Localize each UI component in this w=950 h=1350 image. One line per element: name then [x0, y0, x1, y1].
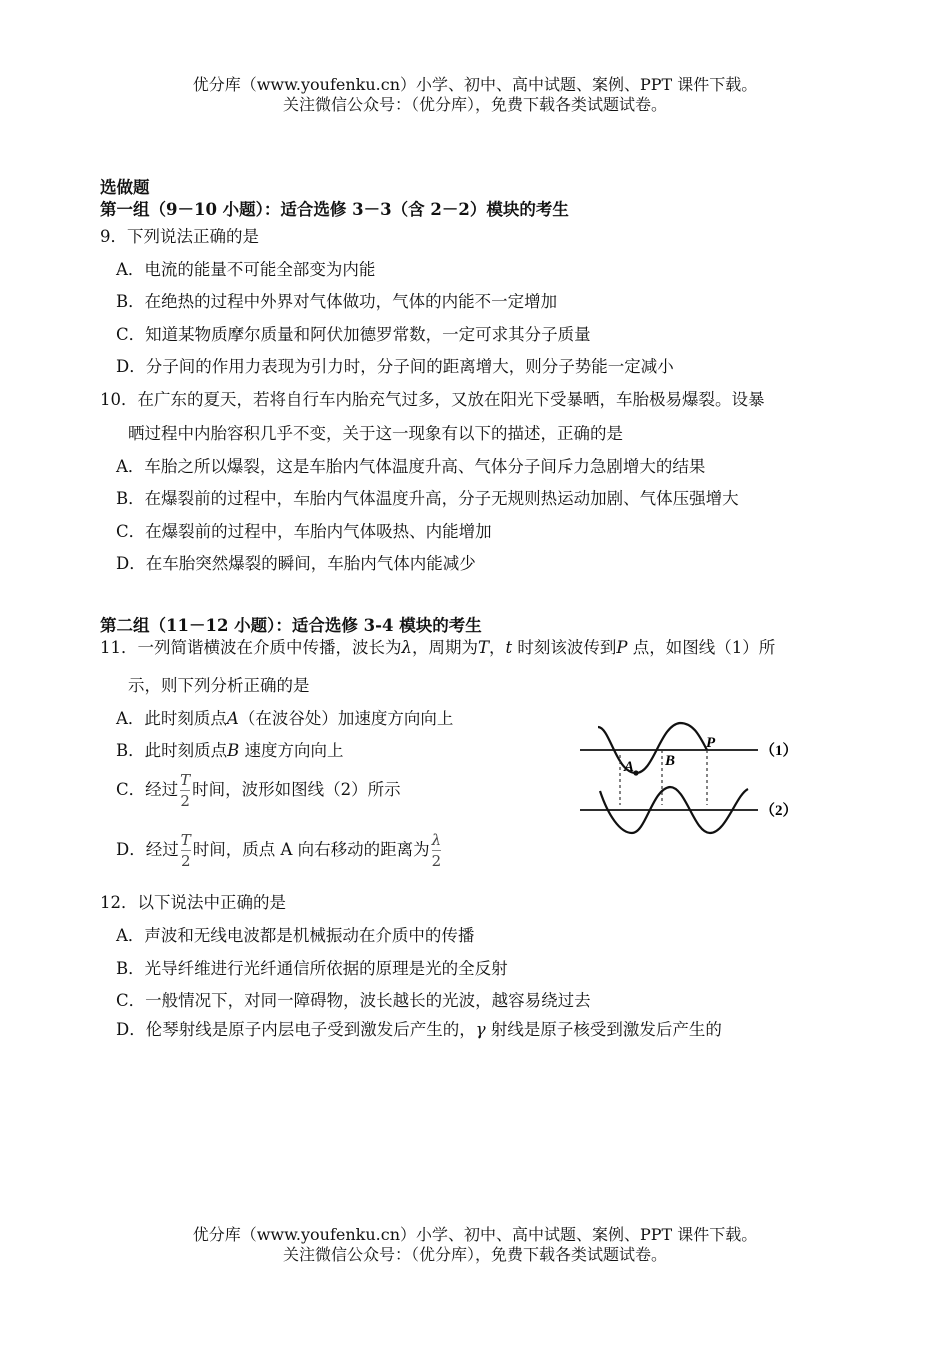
- q10-stem-line-1: 10．在广东的夏天，若将自行车内胎充气过多，又放在阳光下受暴晒，车胎极易爆裂。设暴: [100, 390, 765, 409]
- q10-option-a: A．车胎之所以爆裂，这是车胎内气体温度升高、气体分子间斥力急剧增大的结果: [116, 457, 706, 476]
- q12-option-d: D．伦琴射线是原子内层电子受到激发后产生的，γ 射线是原子核受到激发后产生的: [116, 1020, 722, 1039]
- q11-option-b: B．此时刻质点B 速度方向向上: [116, 741, 344, 760]
- q10-option-d: D．在车胎突然爆裂的瞬间，车胎内气体内能减少: [116, 554, 476, 573]
- point-a-dot: [633, 770, 638, 775]
- header-line-2: 关注微信公众号：（优分库），免费下载各类试题试卷。: [282, 95, 667, 114]
- header-line-1: 优分库（www.youfenku.cn）小学、初中、高中试题、案例、PPT 课件下载。: [192, 75, 758, 94]
- fraction-t-over-2: $\frac{T}{2}$: [180, 771, 191, 810]
- q9-option-c: C．知道某物质摩尔质量和阿伏加德罗常数，一定可求其分子质量: [116, 325, 591, 344]
- q11-stem-line-1: 11．一列简谐横波在介质中传播，波长为λ，周期为T，t 时刻该波传到P 点，如图线（1）所: [100, 638, 776, 657]
- q12-stem: 12．以下说法中正确的是: [100, 893, 286, 912]
- q11-option-a: A．此时刻质点A（在波谷处）加速度方向向上: [116, 709, 454, 728]
- label-b: B: [665, 753, 676, 769]
- footer-line-1: 优分库（www.youfenku.cn）小学、初中、高中试题、案例、PPT 课件下载。: [192, 1225, 758, 1244]
- q11-option-d: D．经过 $\frac{T}{2}$ 时间，质点 A 向右移动的距离为 $\frac{\lambda}{2}$: [116, 831, 442, 870]
- q11-option-c: C．经过 $\frac{T}{2}$ 时间，波形如图线（2）所示: [116, 771, 401, 810]
- gamma-symbol: γ: [475, 1020, 486, 1039]
- q12-option-a: A．声波和无线电波都是机械振动在介质中的传播: [116, 926, 475, 945]
- q12-option-c: C．一般情况下，对同一障碍物，波长越长的光波，越容易绕过去: [116, 991, 591, 1010]
- footer-line-2: 关注微信公众号：（优分库），免费下载各类试题试卷。: [282, 1245, 667, 1264]
- section-title: 选做题: [100, 178, 150, 197]
- label-curve-2: （2）: [760, 803, 798, 819]
- wave-figure: [570, 705, 820, 845]
- label-p: P: [706, 735, 716, 751]
- q10-option-b: B．在爆裂前的过程中，车胎内气体温度升高，分子无规则热运动加剧、气体压强增大: [116, 489, 739, 508]
- wave-curve-1: [598, 723, 707, 773]
- q9-option-b: B．在绝热的过程中外界对气体做功，气体的内能不一定增加: [116, 292, 558, 311]
- q9-stem: 9．下列说法正确的是: [100, 227, 259, 246]
- q12-option-b: B．光导纤维进行光纤通信所依据的原理是光的全反射: [116, 959, 508, 978]
- q9-option-a: A．电流的能量不可能全部变为内能: [116, 260, 376, 279]
- q11-stem-line-2: 示，则下列分析正确的是: [128, 676, 310, 695]
- fraction-t-over-2: $\frac{T}{2}$: [180, 831, 191, 870]
- fraction-lambda-over-2: $\frac{\lambda}{2}$: [431, 831, 442, 870]
- q9-option-d: D．分子间的作用力表现为引力时，分子间的距离增大，则分子势能一定减小: [116, 357, 674, 376]
- group1-title: 第一组（9－10 小题）：适合选修 3－3（含 2－2）模块的考生: [100, 200, 569, 219]
- q10-option-c: C．在爆裂前的过程中，车胎内气体吸热、内能增加: [116, 522, 492, 541]
- label-a: A: [623, 759, 634, 775]
- label-curve-1: （1）: [760, 743, 798, 759]
- group2-title: 第二组（11－12 小题）：适合选修 3-4 模块的考生: [100, 616, 482, 635]
- q10-stem-line-2: 晒过程中内胎容积几乎不变，关于这一现象有以下的描述，正确的是: [128, 424, 623, 443]
- lambda-symbol: λ: [401, 638, 412, 657]
